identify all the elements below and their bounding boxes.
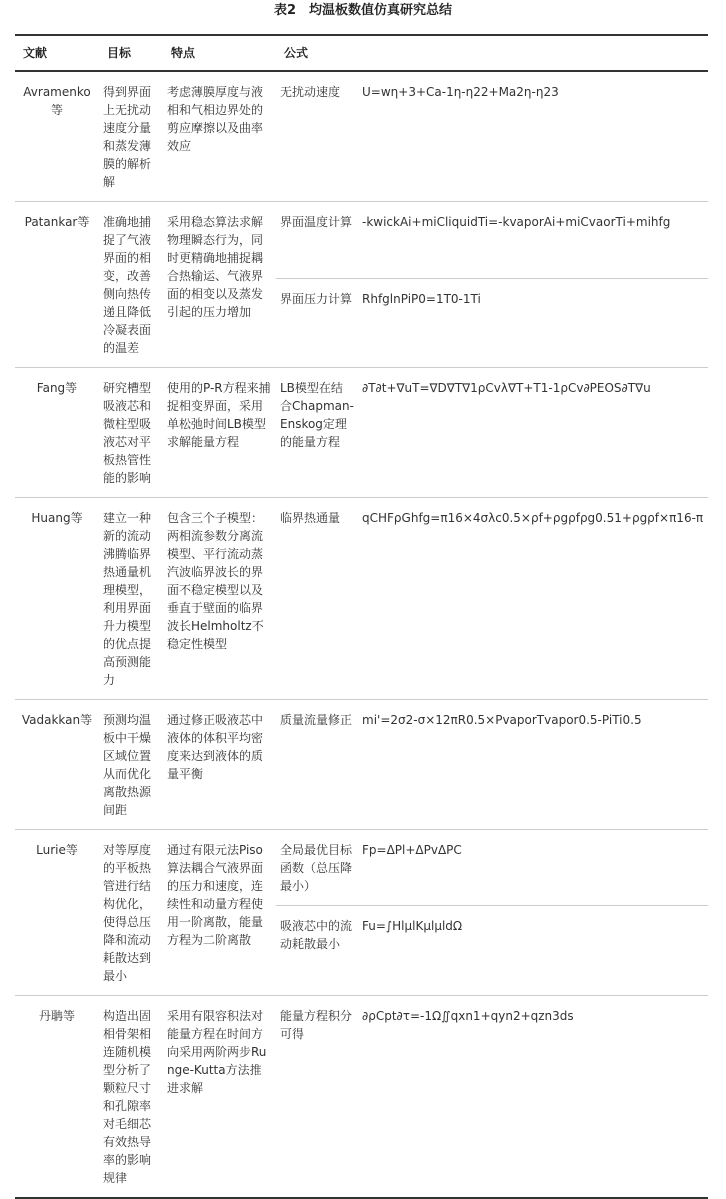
header-goal: 目标 <box>99 35 163 71</box>
ref-cell: Patankar等 <box>15 202 99 368</box>
table-row <box>15 700 708 830</box>
table-row <box>15 996 708 1199</box>
formula-name-cell: 全局最优目标函数（总压降最小） <box>276 830 358 906</box>
formula-name-cell: 界面温度计算 <box>276 202 358 279</box>
formula-name-cell: 吸液芯中的流动耗散最小 <box>276 906 358 996</box>
ref-cell: Huang等 <box>15 498 99 700</box>
table-row <box>15 368 708 498</box>
formula-name-cell: 临界热通量 <box>276 498 358 700</box>
goal-cell: 研究槽型吸液芯和微柱型吸液芯对平板热管性能的影响 <box>99 368 163 498</box>
goal-cell: 得到界面上无扰动速度分量和蒸发薄膜的解析解 <box>99 71 163 202</box>
table-row <box>15 71 708 202</box>
feature-cell: 采用稳态算法求解物理瞬态行为，同时更精确地捕捉耦合热输运、气液界面的相变以及蒸发引起的压力增加 <box>163 202 276 368</box>
formula-cell: Fu=∫HlμlKμlμldΩ <box>358 906 708 996</box>
goal-cell: 准确地捕捉了气液界面的相变，改善侧向热传递且降低冷凝表面的温差 <box>99 202 163 368</box>
feature-cell: 采用有限容积法对能量方程在时间方向采用两阶两步Runge-Kutta方法推进求解 <box>163 996 276 1199</box>
formula-name-cell: 无扰动速度 <box>276 71 358 202</box>
formula-cell: RhfglnPiP0=1T0-1Ti <box>358 279 708 368</box>
formula-cell: ∂T∂t+∇uT=∇D∇T∇1ρCvλ∇T+T1-1ρCv∂PEOS∂T∇u <box>358 368 708 498</box>
ref-cell: Vadakkan等 <box>15 700 99 830</box>
formula-name-cell: 能量方程积分可得 <box>276 996 358 1199</box>
header-ref: 文献 <box>15 35 99 71</box>
header-row <box>15 35 708 71</box>
feature-cell: 通过修正吸液芯中液体的体积平均密度来达到液体的质量平衡 <box>163 700 276 830</box>
table-row <box>15 830 708 906</box>
ref-cell: Fang等 <box>15 368 99 498</box>
table-row <box>15 498 708 700</box>
formula-name-cell: LB模型在结合Chapman-Enskog定理的能量方程 <box>276 368 358 498</box>
table-row <box>15 202 708 279</box>
formula-cell: -kwickAi+miCliquidTi=-kvaporAi+miCvaorTi+mihfg <box>358 202 708 279</box>
table-caption: 表2 均温板数值仿真研究总结 <box>273 3 453 18</box>
goal-cell: 对等厚度的平板热管进行结构优化，使得总压降和流动耗散达到最小 <box>99 830 163 996</box>
formula-name-cell: 质量流量修正 <box>276 700 358 830</box>
feature-cell: 包含三个子模型：两相流参数分离流模型、平行流动蒸汽波临界波长的界面不稳定模型以及垂直于壁面的临界波长Helmholtz不稳定性模型 <box>163 498 276 700</box>
formula-cell: Fp=ΔPl+ΔPvΔPC <box>358 830 708 906</box>
header-feature: 特点 <box>163 35 276 71</box>
goal-cell: 构造出固相骨架相连随机模型分析了颗粒尺寸和孔隙率对毛细芯有效热导率的影响规律 <box>99 996 163 1199</box>
table-header <box>15 35 708 71</box>
formula-cell: mi'=2σ2-σ×12πR0.5×PvaporTvapor0.5-PiTi0.5 <box>358 700 708 830</box>
formula-name-cell: 界面压力计算 <box>276 279 358 368</box>
summary-table <box>15 34 708 1199</box>
header-formula: 公式 <box>276 35 708 71</box>
ref-cell: 丹聃等 <box>15 996 99 1199</box>
feature-cell: 考虑薄膜厚度与液相和气相边界处的剪应摩擦以及曲率效应 <box>163 71 276 202</box>
feature-cell: 通过有限元法Piso算法耦合气液界面的压力和速度，连续性和动量方程使用一阶离散，能量方程为二阶离散 <box>163 830 276 996</box>
ref-cell: Avramenko等 <box>15 71 99 202</box>
goal-cell: 建立一种新的流动沸腾临界热通量机理模型，利用界面升力模型的优点提高预测能力 <box>99 498 163 700</box>
table-body <box>15 71 708 1198</box>
formula-cell: ∂ρCpt∂τ=-1Ω∬qxn1+qyn2+qzn3ds <box>358 996 708 1199</box>
goal-cell: 预测均温板中干燥区域位置从而优化离散热源间距 <box>99 700 163 830</box>
feature-cell: 使用的P-R方程来捕捉相变界面，采用单松弛时间LB模型求解能量方程 <box>163 368 276 498</box>
ref-cell: Lurie等 <box>15 830 99 996</box>
formula-cell: U=wη+3+Ca-1η-η22+Ma2η-η23 <box>358 71 708 202</box>
formula-cell: qCHFρGhfg=π16×4σλc0.5×ρf+ρgρfρg0.51+ρgρf×π16-π <box>358 498 708 700</box>
